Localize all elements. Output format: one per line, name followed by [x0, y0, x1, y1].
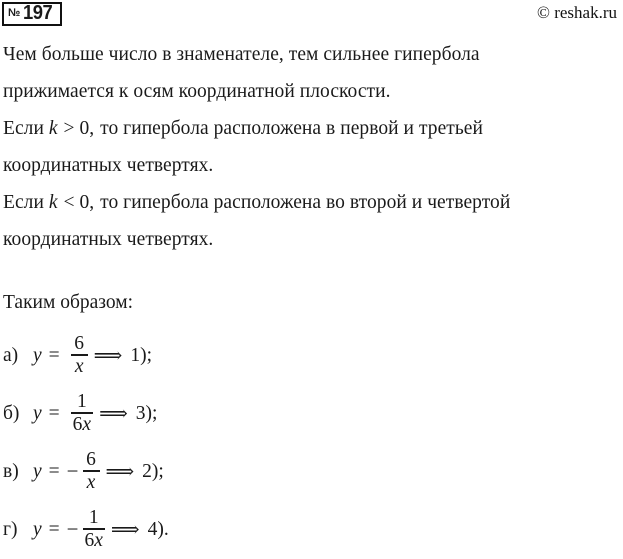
- formula-row: [3, 385, 333, 443]
- formula-result: 1);: [130, 345, 152, 366]
- fraction-denominator: [71, 414, 93, 435]
- formula-row: [3, 327, 333, 385]
- condition-positive-continuation: координатных четвертях.: [3, 155, 214, 176]
- number-sign-icon: №: [8, 6, 20, 19]
- fraction-denominator-variable: x: [94, 529, 103, 551]
- fraction-denominator: [85, 472, 98, 493]
- implies-arrow-icon: ⟹: [93, 344, 122, 367]
- formula-label: в): [3, 461, 19, 482]
- fraction-denominator-digit: 6: [72, 413, 83, 435]
- condition-negative-continuation: координатных четвертях.: [3, 229, 214, 250]
- conclusion-heading: Таким образом:: [3, 292, 134, 313]
- fraction: [83, 508, 105, 551]
- formula-label: г): [3, 519, 18, 540]
- implies-arrow-icon: ⟹: [99, 402, 127, 425]
- solution-text: [3, 36, 623, 258]
- formula-list: [3, 327, 333, 559]
- fraction-denominator-variable: x: [82, 413, 92, 435]
- formula-result: 4).: [147, 519, 169, 540]
- minus-sign: −: [66, 458, 79, 483]
- fraction-numerator: 6: [86, 448, 96, 470]
- formula-label: б): [3, 403, 20, 424]
- fraction-numerator: 1: [76, 390, 87, 412]
- condition-positive-prefix: Если: [3, 118, 49, 139]
- condition-negative-relation: < 0,: [58, 192, 95, 213]
- minus-sign: −: [66, 516, 79, 541]
- formula-result: 3);: [135, 403, 158, 424]
- fraction-denominator-variable: x: [86, 471, 96, 493]
- equals-sign: =: [48, 403, 60, 424]
- formula-lhs: y: [33, 461, 42, 482]
- condition-negative-line: [3, 184, 623, 221]
- formula-lhs: y: [33, 403, 42, 424]
- task-number-badge: [2, 2, 62, 26]
- fraction-numerator: 6: [74, 332, 85, 354]
- condition-negative-prefix: Если: [3, 192, 49, 213]
- condition-positive-relation: > 0,: [58, 118, 95, 139]
- fraction: [71, 392, 93, 435]
- task-number: 197: [22, 2, 53, 24]
- fraction-denominator: [73, 356, 86, 377]
- fraction-numerator: 1: [88, 506, 99, 528]
- text-line: прижимается к осям координатной плоскости.: [3, 81, 391, 102]
- equals-sign: =: [48, 345, 60, 366]
- formula-result: 2);: [142, 461, 164, 482]
- copyright-notice: © reshak.ru: [537, 3, 617, 22]
- implies-arrow-icon: ⟹: [110, 518, 139, 541]
- fraction: [71, 334, 88, 377]
- condition-negative-suffix: то гипербола расположена во второй и четвертой: [95, 192, 511, 213]
- fraction: [83, 450, 100, 493]
- fraction-denominator: [83, 530, 105, 551]
- formula-label: а): [3, 345, 19, 366]
- formula-row: [3, 501, 333, 559]
- text-line: Чем больше число в знаменателе, тем сильнее гипербола: [3, 44, 480, 65]
- condition-positive-line: [3, 110, 623, 147]
- equals-sign: =: [48, 461, 60, 482]
- fraction-denominator-variable: x: [74, 355, 84, 377]
- formula-lhs: y: [33, 345, 42, 366]
- condition-positive-suffix: то гипербола расположена в первой и третьей: [95, 118, 483, 139]
- formula-row: [3, 443, 333, 501]
- formula-lhs: y: [33, 519, 42, 540]
- condition-positive-variable: k: [48, 118, 58, 139]
- fraction-denominator-digit: 6: [84, 529, 95, 551]
- condition-negative-variable: k: [48, 192, 58, 213]
- equals-sign: =: [48, 519, 60, 540]
- implies-arrow-icon: ⟹: [105, 460, 134, 483]
